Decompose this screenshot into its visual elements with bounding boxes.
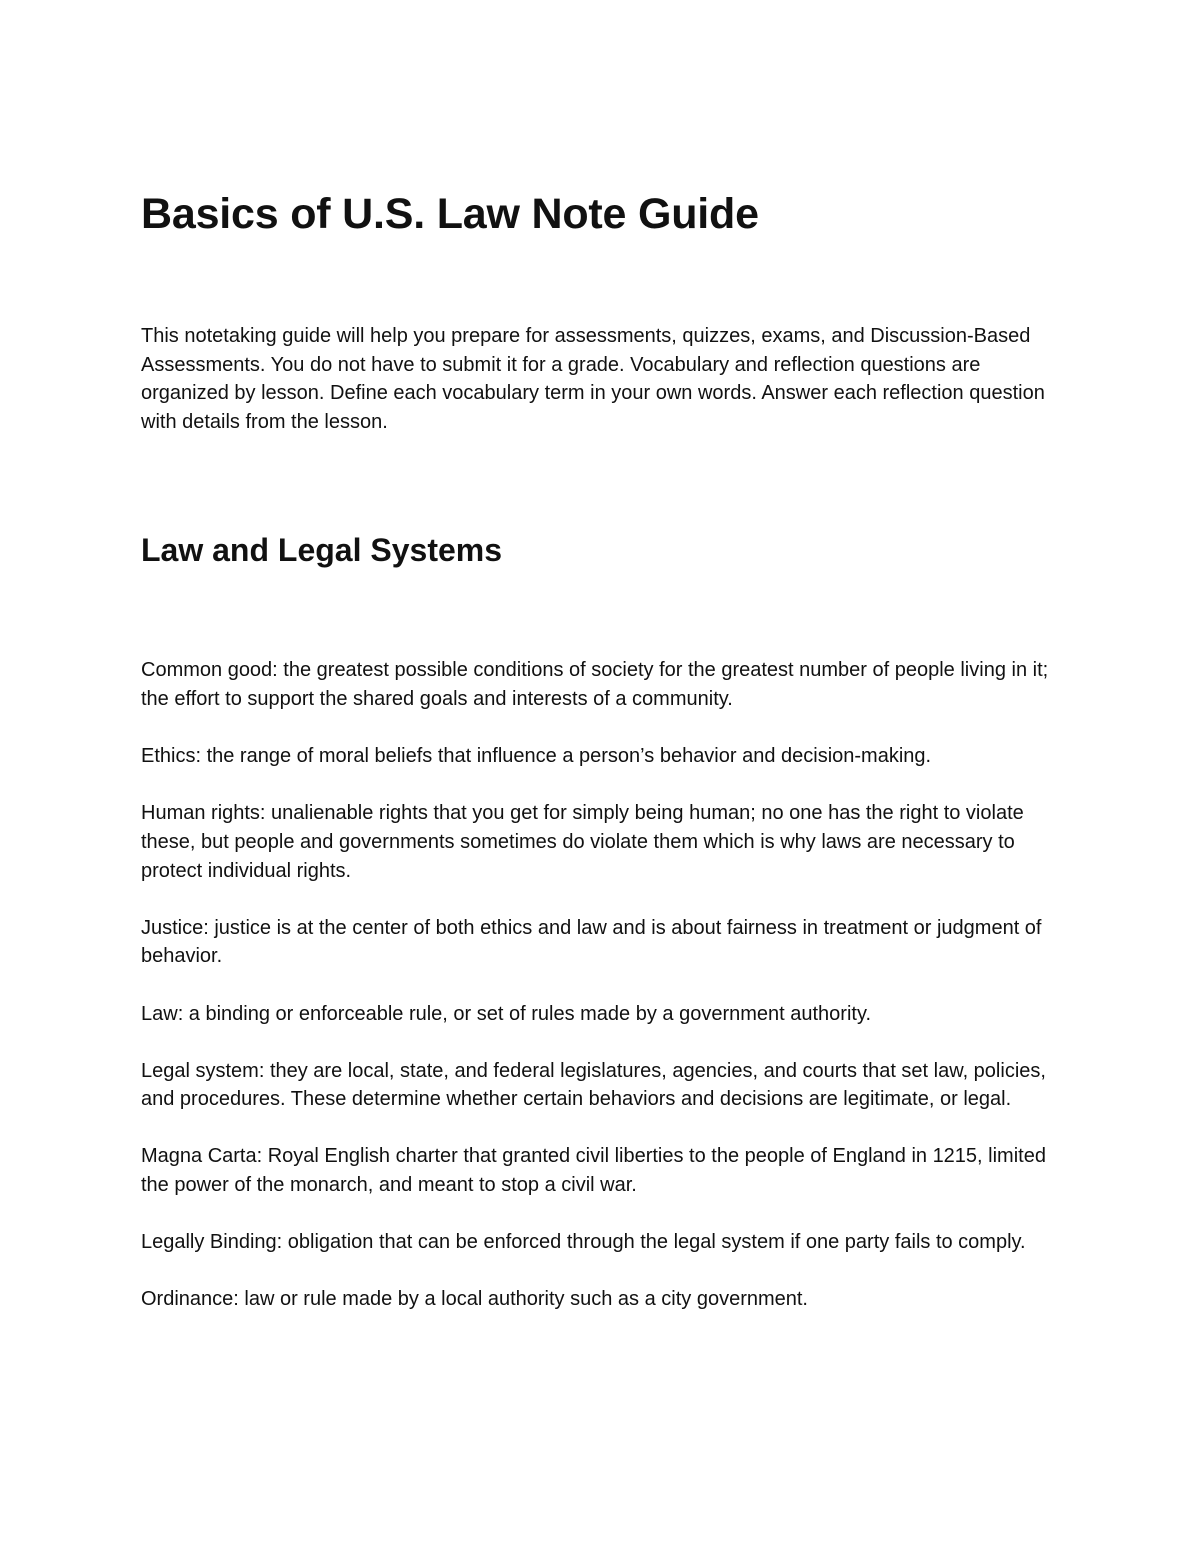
vocab-item-ordinance: Ordinance: law or rule made by a local authority such as a city government. xyxy=(141,1288,808,1311)
document-content xyxy=(141,186,1061,1343)
document-title: Basics of U.S. Law Note Guide xyxy=(141,190,759,238)
vocabulary-list xyxy=(141,656,1061,1314)
vocab-item-justice: Justice: justice is at the center of both ethics and law and is about fairness in treatment or judgment of behavior. xyxy=(141,916,1042,968)
vocab-item-common-good: Common good: the greatest possible conditions of society for the greatest number of people living in it; the effort to support the shared goals and interests of a community. xyxy=(141,659,1049,710)
intro-paragraph: This notetaking guide will help you prepare for assessments, quizzes, exams, and Discussion-Based Assessments. You do not have to submit it for a grade. Vocabulary and reflection questions are organized by lesson. Define each vocabulary term in your own words. Answer each reflection question with details from the lesson. xyxy=(141,325,1045,433)
vocab-item-magna-carta: Magna Carta: Royal English charter that granted civil liberties to the people of England in 1215, limited the power of the monarch, and meant to stop a civil war. xyxy=(141,1145,1046,1197)
vocab-item-ethics: Ethics: the range of moral beliefs that influence a person’s behavior and decision-making. xyxy=(141,745,932,768)
vocab-item-human-rights: Human rights: unalienable rights that you get for simply being human; no one has the right to violate these, but people and governments sometimes do violate them which is why laws are necessary to protect individual rights. xyxy=(141,802,1024,882)
vocab-item-law: Law: a binding or enforceable rule, or set of rules made by a government authority. xyxy=(141,1002,872,1025)
vocab-item-legally-binding: Legally Binding: obligation that can be enforced through the legal system if one party fails to comply. xyxy=(141,1231,1026,1254)
section-heading: Law and Legal Systems xyxy=(141,532,503,569)
vocab-item-legal-system: Legal system: they are local, state, and federal legislatures, agencies, and courts that set law, policies, and procedures. These determine whether certain behaviors and decisions are legitimate, or legal. xyxy=(141,1059,1046,1111)
